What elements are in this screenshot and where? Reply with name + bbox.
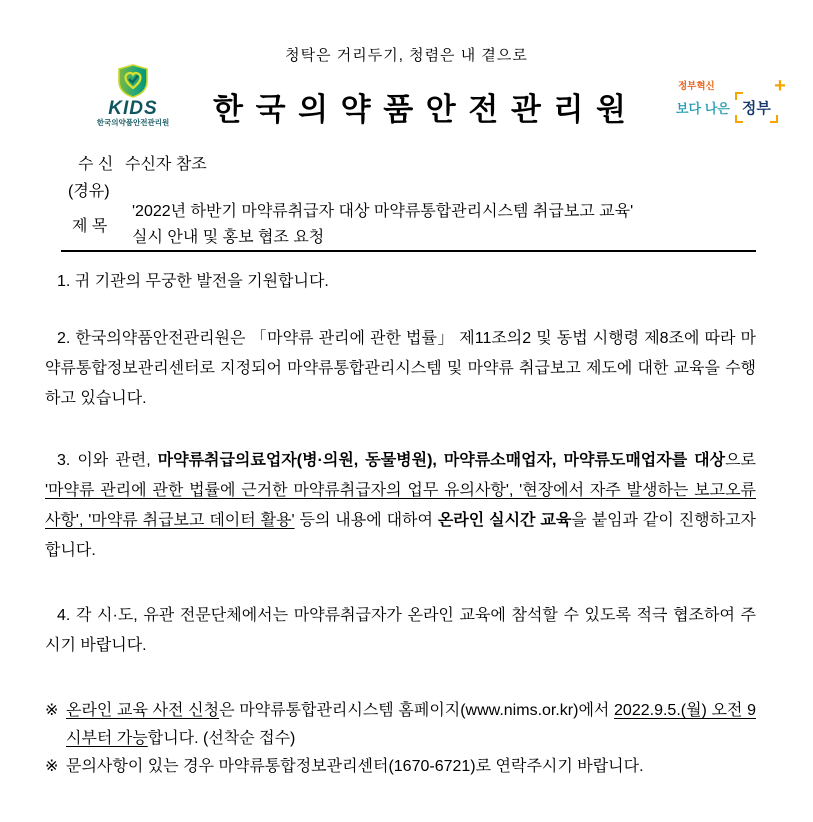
kids-org-name: 한국의약품안전관리원: [96, 118, 170, 127]
paragraph-3: 3. 이와 관련, 마약류취급의료업자(병·의원, 동물병원), 마약류소매업자, 마약류도매업자를 대상으로 '마약류 관리에 관한 법률에 근거한 마약류취급자의 업무 유의사항', '현장에서 자주 발생하는 보고오류 사항', '마약류 취급보고 데이터 활용' 등의 내용에 대하여 온라인 실시간 교육을 붙임과 같이 진행하고자 합니다.: [45, 452, 757, 559]
gov-logo-line2: 보다 나은: [676, 101, 730, 116]
paragraph-2: 2. 한국의약품안전관리원은 「마약류 관리에 관한 법률」 제11조의2 및 동법 시행령 제8조에 따라 마약류통합정보관리센터로 지정되어 마약류통합관리시스템 및 마약류 취급보고 제도에 대한 교육을 수행하고 있습니다.: [45, 330, 756, 407]
footnote-2-text: 문의사항이 있는 경우 마약류통합정보관리센터(1670-6721)로 연락주시기 바랍니다.: [66, 758, 644, 775]
gov-logo-line3: 정부: [741, 100, 771, 117]
kids-acronym: KIDS: [108, 98, 158, 119]
recipient-value: 수신자 참조: [125, 156, 207, 173]
paragraph-4: 4. 각 시·도, 유관 전문단체에서는 마약류취급자가 온라인 교육에 참석할 수 있도록 적극 협조하여 주시기 바랍니다.: [45, 607, 756, 654]
gov-logo-bracket: [735, 75, 786, 121]
reference-mark-icon: ※: [45, 758, 59, 775]
bracket-corner-icon: [735, 92, 743, 100]
recipient-label: 수 신: [78, 156, 114, 173]
subject-line-1: '2022년 하반기 마약류취급자 대상 마약류통합관리시스템 취급보고 교육': [132, 203, 634, 220]
gov-innovation-logo: [676, 75, 786, 121]
gov-logo-line1: 정부혁신: [678, 81, 715, 92]
subject-text: [132, 199, 756, 251]
bracket-corner-icon: [770, 115, 778, 123]
reference-mark-icon: ※: [45, 702, 59, 719]
subject-line-2: 실시 안내 및 홍보 협조 요청: [132, 229, 325, 246]
footnote-1-text: 온라인 교육 사전 신청은 마약류통합관리시스템 홈페이지(www.nims.or.kr)에서 2022.9.5.(월) 오전 9시부터 가능합니다. (선착순 접수): [66, 702, 756, 747]
document-body: [45, 253, 756, 781]
footnotes: [45, 697, 756, 781]
header-divider-rule: [61, 250, 756, 252]
via-label: (경유): [68, 183, 110, 200]
footnote-1: [45, 697, 756, 753]
document-org-title: 한 국 의 약 품 안 전 관 리 원: [213, 92, 628, 127]
kids-shield-heart-icon: [117, 64, 149, 98]
paragraph-1: 1. 귀 기관의 무궁한 발전을 기원합니다.: [57, 273, 329, 290]
subject-label: 제 목: [72, 218, 108, 235]
plus-icon: +: [774, 75, 786, 97]
bracket-corner-icon: [735, 115, 743, 123]
anticorruption-slogan: 청탁은 거리두기, 청렴은 내 곁으로: [285, 47, 528, 64]
kids-logo: [83, 64, 183, 128]
footnote-2: [45, 753, 756, 781]
